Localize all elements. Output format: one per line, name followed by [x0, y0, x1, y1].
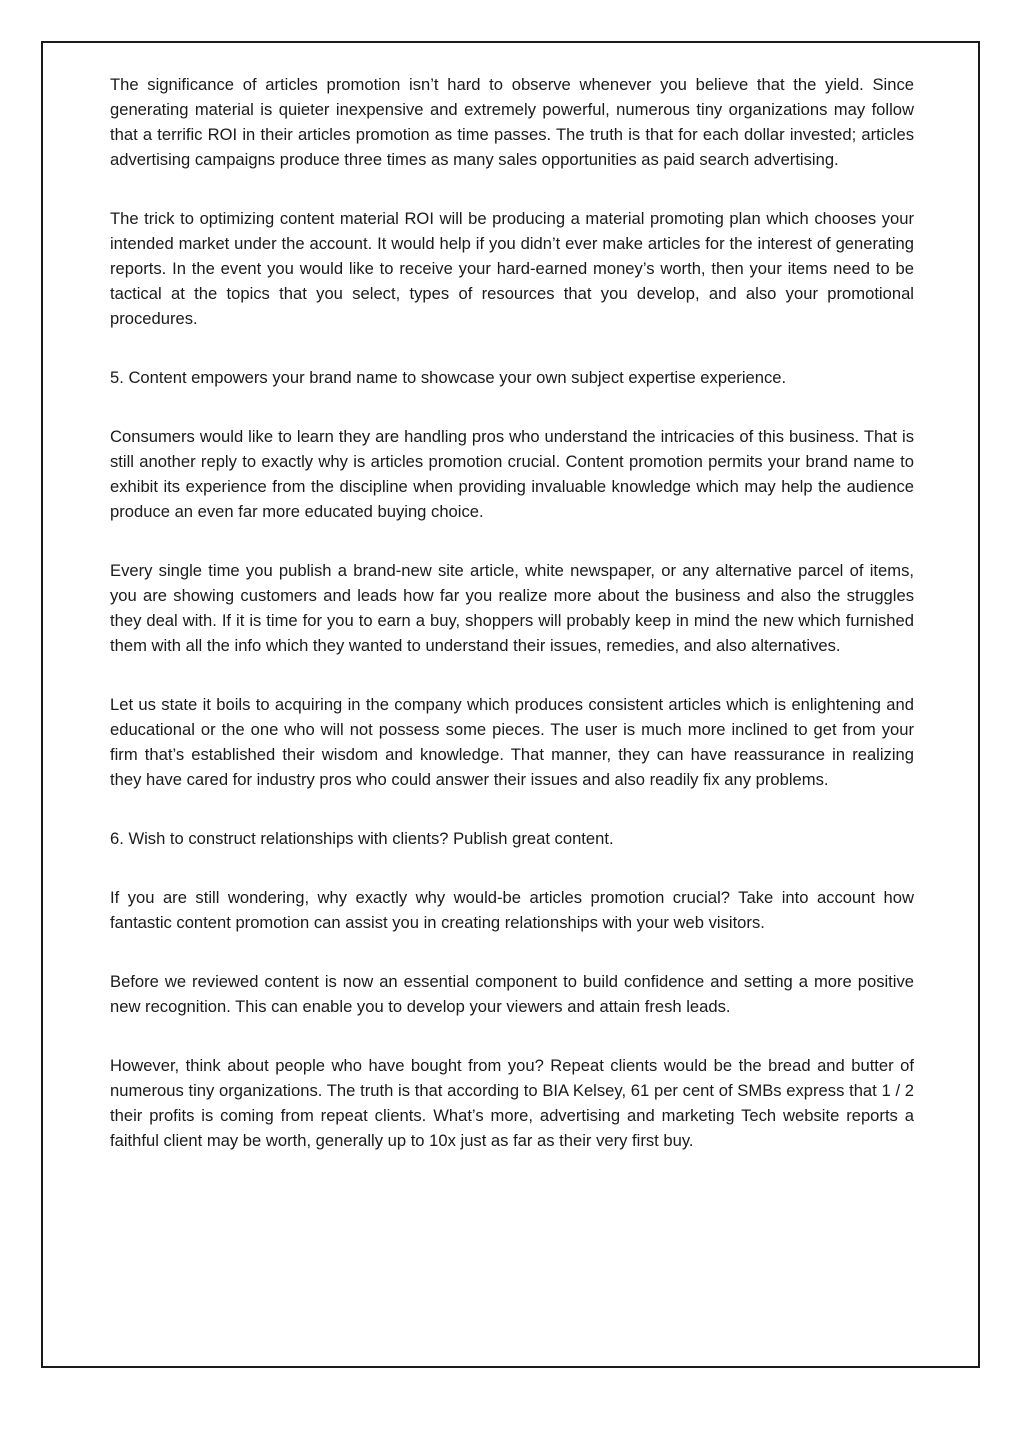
- paragraph-roi-significance: The significance of articles promotion isn’t hard to observe whenever you believe that the yield. Since generating material is quieter inexpensive and extremely powerful, numerous tiny organizations may follow that a terrific ROI in their articles promotion as time passes. The truth is that for each dollar invested; articles advertising campaigns produce three times as many sales opportunities as paid search advertising.: [110, 75, 914, 169]
- paragraph-build-confidence: Before we reviewed content is now an essential component to build confidence and setting a more positive new recognition. This can enable you to develop your viewers and attain fresh leads.: [110, 972, 914, 1016]
- paragraph-publish-article: Every single time you publish a brand-new site article, white newspaper, or any alternative parcel of items, you are showing customers and leads how far you realize more about the business and also the struggles they deal with. If it is time for you to earn a buy, shoppers will probably keep in mind the new which furnished them with all the info which they wanted to understand their issues, remedies, and also alternatives.: [110, 561, 914, 655]
- paragraph-optimizing-roi: The trick to optimizing content material ROI will be producing a material promoting plan which chooses your intended market under the account. It would help if you didn’t ever make articles for the interest of generating reports. In the event you would like to receive your hard-earned money’s worth, then your items need to be tactical at the topics that you select, types of resources that you develop, and also your promotional procedures.: [110, 209, 914, 328]
- paragraph-heading-subject-expertise: 5. Content empowers your brand name to showcase your own subject expertise experience.: [110, 368, 787, 387]
- paragraph-heading-relationships: 6. Wish to construct relationships with clients? Publish great content.: [110, 829, 614, 848]
- paragraph-repeat-clients: However, think about people who have bought from you? Repeat clients would be the bread and butter of numerous tiny organizations. The truth is that according to BIA Kelsey, 61 per cent of SMBs express that 1 / 2 their profits is coming from repeat clients. What’s more, advertising and marketing Tech website reports a faithful client may be worth, generally up to 10x just as far as their very first buy.: [110, 1056, 914, 1150]
- paragraph-still-wondering: If you are still wondering, why exactly why would-be articles promotion crucial? Take into account how fantastic content promotion can assist you in creating relationships with your web visitors.: [110, 888, 914, 932]
- paragraph-consistent-articles: Let us state it boils to acquiring in the company which produces consistent articles which is enlightening and educational or the one who will not possess some pieces. The user is much more inclined to get from your firm that’s established their wisdom and knowledge. That manner, they can have reassurance in realizing they have cared for industry pros who could answer their issues and also readily fix any problems.: [110, 695, 914, 789]
- document-body: [110, 72, 914, 1187]
- paragraph-consumers-pros: Consumers would like to learn they are handling pros who understand the intricacies of this business. That is still another reply to exactly why is articles promotion crucial. Content promotion permits your brand name to exhibit its experience from the discipline when providing invaluable knowledge which may help the audience produce an even far more educated buying choice.: [110, 427, 914, 521]
